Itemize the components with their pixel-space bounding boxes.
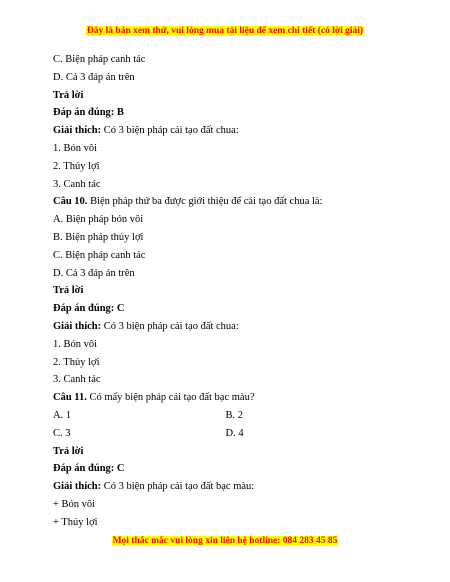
answer-heading: Trả lời [53, 89, 84, 101]
preview-notice-banner [0, 25, 450, 37]
explanation-text: Có 3 biện pháp cải tạo đất chua: [101, 320, 239, 332]
explanation-label: Giải thích: [53, 481, 102, 493]
options-row [53, 407, 398, 425]
question-text: Có mấy biện pháp cải tạo đất bạc màu? [86, 392, 255, 404]
explanation-text: Có 3 biện pháp cải tạo đất chua: [101, 125, 239, 137]
list-item: + Bón vôi [53, 498, 96, 510]
list-item: 2. Thủy lợi [53, 356, 100, 368]
explanation [53, 318, 398, 336]
hotline-banner [0, 535, 450, 547]
answer-heading: Trả lời [53, 445, 84, 457]
question-11 [53, 389, 398, 407]
question-label: Câu 10. [53, 196, 88, 208]
list-item: 3. Canh tác [53, 374, 101, 386]
option-d: D. Cả 3 đáp án trên [53, 71, 135, 83]
option-d: D. 4 [225, 427, 244, 439]
option-c: C. Biện pháp canh tác [53, 54, 146, 65]
document-body [53, 51, 398, 532]
option-c: C. 3 [53, 427, 71, 439]
option-a: A. Biện pháp bón vôi [53, 214, 144, 226]
correct-answer: Đáp án đúng: C [53, 303, 125, 315]
list-item: 1. Bón vôi [53, 338, 98, 350]
explanation-label: Giải thích: [53, 320, 102, 332]
question-10 [53, 193, 398, 211]
list-item: 3. Canh tác [53, 178, 101, 190]
option-a: A. 1 [53, 409, 72, 421]
options-row [53, 425, 398, 443]
option-c: C. Biện pháp canh tác [53, 249, 146, 261]
hotline-text: Mọi thắc mắc vui lòng xin liên hệ hotline: 084 283 45 85 [112, 536, 338, 546]
explanation-text: Có 3 biện pháp cải tạo đất bạc màu: [101, 481, 255, 493]
explanation [53, 122, 398, 140]
question-text: Biện pháp thứ ba được giới thiệu để cải tạo đất chua là: [87, 196, 323, 208]
option-b: B. 2 [225, 409, 244, 421]
option-d: D. Cả 3 đáp án trên [53, 267, 135, 279]
correct-answer: Đáp án đúng: B [53, 107, 124, 119]
correct-answer: Đáp án đúng: C [53, 463, 125, 475]
list-item: 1. Bón vôi [53, 142, 98, 154]
answer-heading: Trả lời [53, 285, 84, 297]
explanation-label: Giải thích: [53, 125, 102, 137]
option-b: B. Biện pháp thủy lợi [53, 231, 144, 243]
preview-notice-text: Đây là bản xem thử, vui lòng mua tài liệu để xem chi tiết (có lời giải) [86, 26, 364, 36]
explanation [53, 478, 398, 496]
list-item: + Thủy lợi [53, 516, 98, 528]
list-item: 2. Thủy lợi [53, 160, 100, 172]
question-label: Câu 11. [53, 392, 87, 404]
